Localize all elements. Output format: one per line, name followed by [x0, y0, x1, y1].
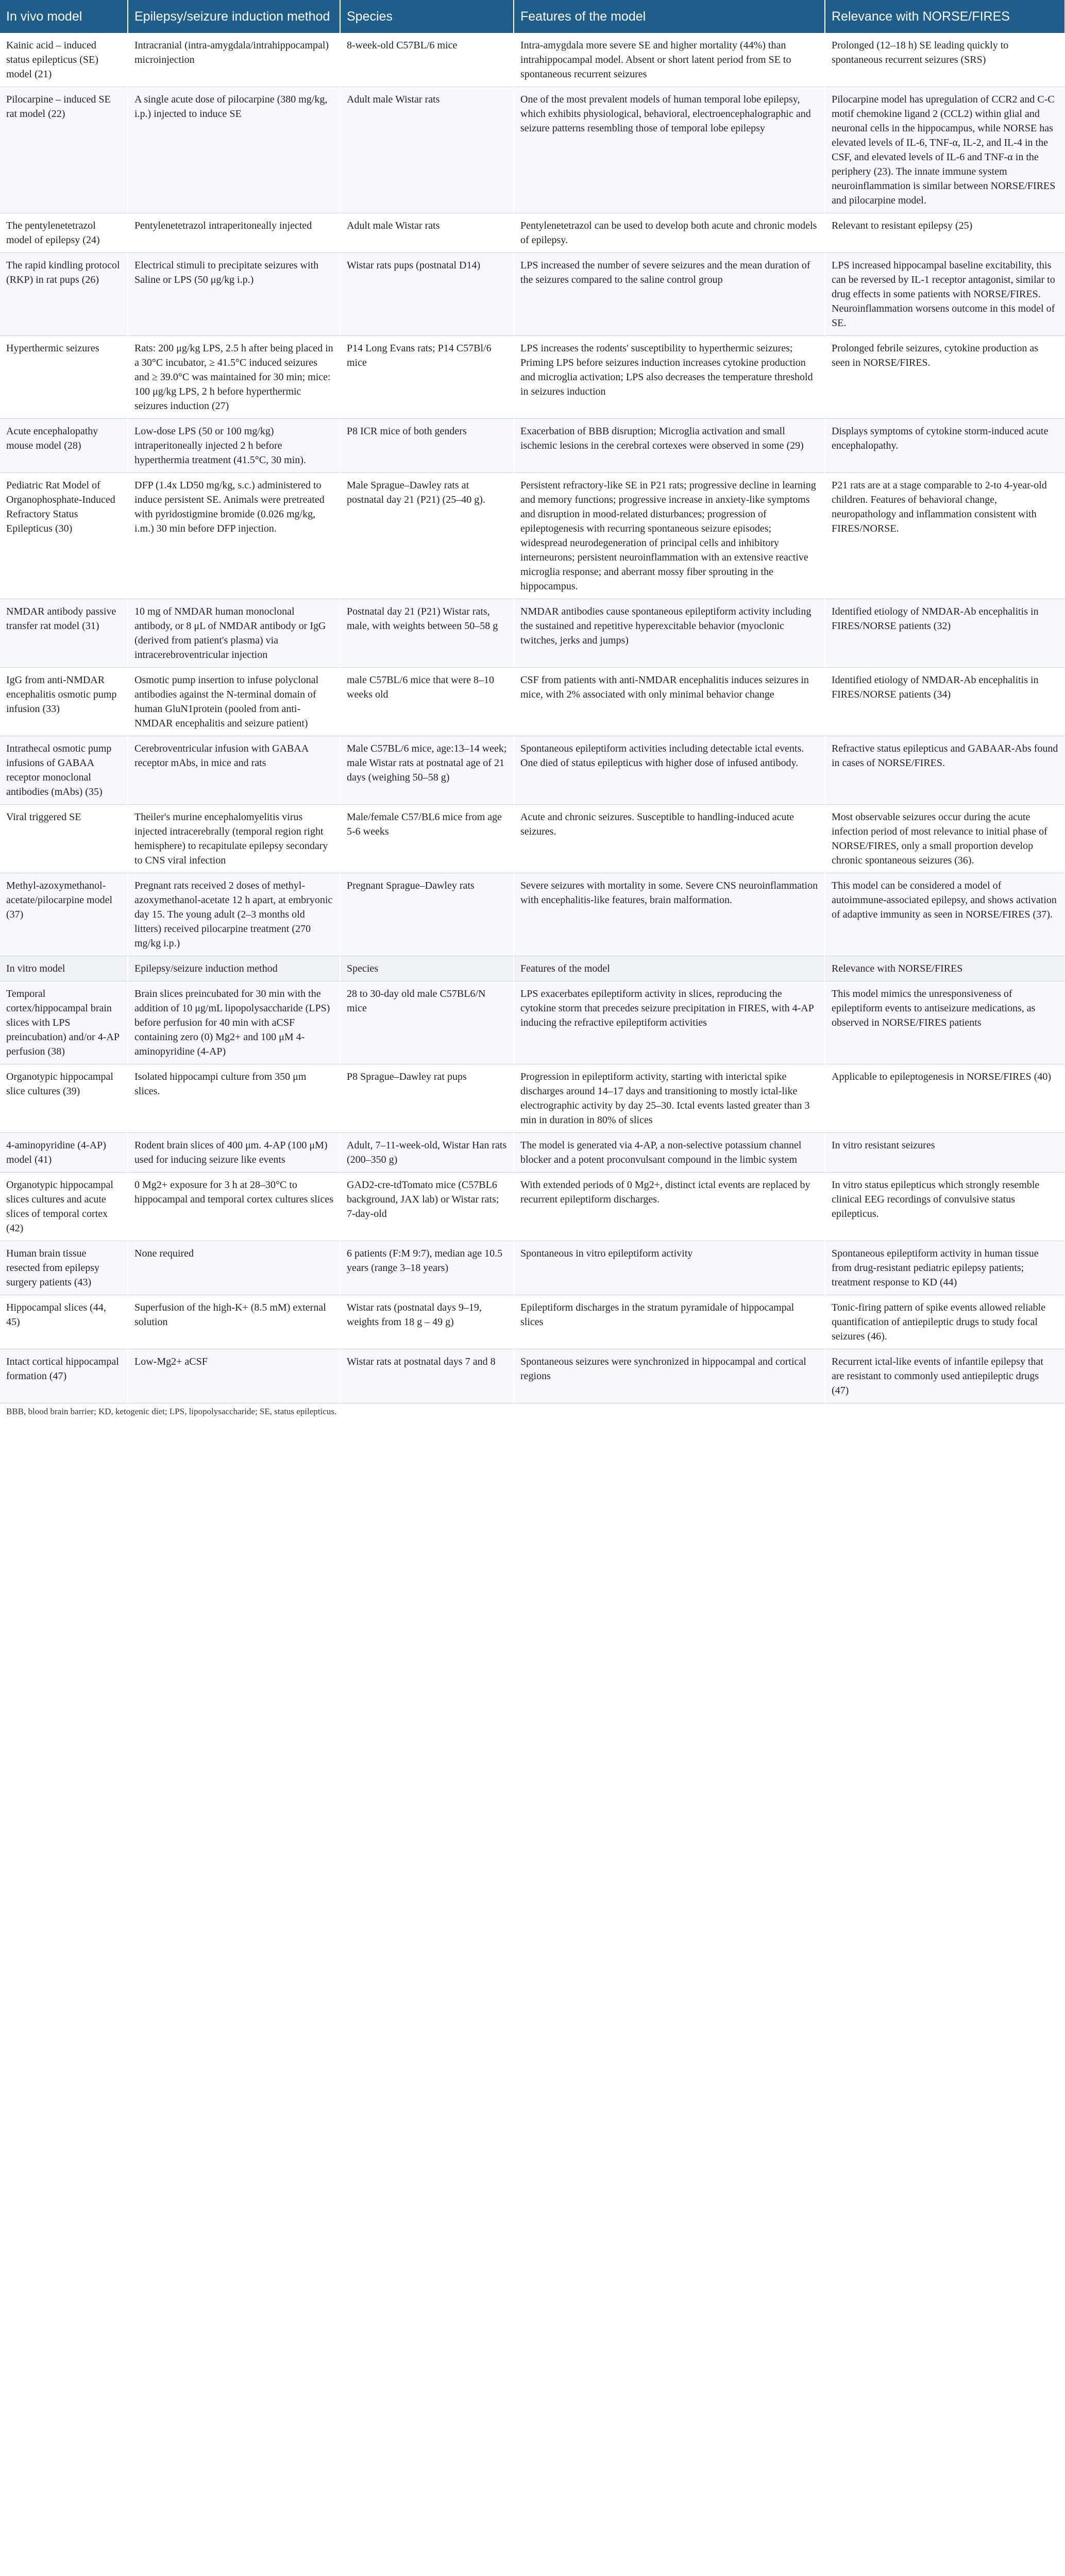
table-cell: 0 Mg2+ exposure for 3 h at 28–30°C to hippocampal and temporal cortex cultures slices [128, 1173, 340, 1241]
table-cell: NMDAR antibodies cause spontaneous epileptiform activity including the sustained and repetitive hyperexcitable behavior (myoclonic twitches, jerks and jumps) [514, 599, 825, 668]
table-row [0, 599, 1065, 668]
table-cell: Osmotic pump insertion to infuse polyclonal antibodies against the N-terminal domain of human GluN1protein (pooled from anti-NMDAR encephalitis and seizure patient) [128, 668, 340, 736]
table-row [0, 33, 1065, 87]
table-cell: NMDAR antibody passive transfer rat model (31) [0, 599, 128, 668]
column-header: In vivo model [0, 0, 128, 33]
table-cell: None required [128, 1241, 340, 1295]
table-cell: LPS increased the number of severe seizures and the mean duration of the seizures compared to the saline control group [514, 253, 825, 336]
table-cell: Intra-amygdala more severe SE and higher mortality (44%) than intrahippocampal model. Absent or short latent period from SE to spontaneous recurrent seizures [514, 33, 825, 87]
table-cell: CSF from patients with anti-NMDAR encephalitis induces seizures in mice, with 2% associated with only minimal behavior change [514, 668, 825, 736]
subheader-cell: In vitro model [0, 956, 128, 981]
table-cell: Hippocampal slices (44, 45) [0, 1295, 128, 1349]
table-cell: Organotypic hippocampal slices cultures and acute slices of temporal cortex (42) [0, 1173, 128, 1241]
table-cell: Temporal cortex/hippocampal brain slices with LPS preincubation) and/or 4-AP perfusion (38) [0, 981, 128, 1064]
table-row [0, 981, 1065, 1064]
table-cell: Pilocarpine model has upregulation of CCR2 and C-C motif chemokine ligand 2 (CCL2) within glial and neuronal cells in the hippocampus, while NORSE has elevated levels of IL-6, TNF-α, IL-2, and IL-4 in the CSF, and elevated levels of IL-6 and TNF-α in the periphery (23). The innate immune system neuroinflammation is similar between NORSE/FIRES and pilocarpine model. [825, 87, 1065, 213]
table-row [0, 1349, 1065, 1403]
table-cell: One of the most prevalent models of human temporal lobe epilepsy, which exhibits physiological, behavioral, electroencephalographic and seizure patterns resembling those of temporal lobe epilepsy [514, 87, 825, 213]
table-cell: Isolated hippocampi culture from 350 μm slices. [128, 1064, 340, 1133]
table-cell: Brain slices preincubated for 30 min with the addition of 10 μg/mL lipopolysaccharide (LPS) before perfusion for 40 min with aCSF containing zero (0) Mg2+ and 100 μM 4-aminopyridine (4-AP) [128, 981, 340, 1064]
table-cell: Wistar rats pups (postnatal D14) [340, 253, 514, 336]
table-row [0, 805, 1065, 873]
table-cell: Male/female C57/BL6 mice from age 5-6 weeks [340, 805, 514, 873]
table-cell: Organotypic hippocampal slice cultures (39) [0, 1064, 128, 1133]
table-cell: Spontaneous epileptiform activities including detectable ictal events. One died of status epilepticus with higher dose of infused antibody. [514, 736, 825, 805]
table-cell: Pentylenetetrazol can be used to develop both acute and chronic models of epilepsy. [514, 213, 825, 253]
subheader-cell: Species [340, 956, 514, 981]
table-cell: Pregnant rats received 2 doses of methyl-azoxymethanol-acetate 12 h apart, at embryonic day 15. The young adult (2–3 months old litters) received pilocarpine treatment (270 mg/kg i.p.) [128, 873, 340, 956]
table-footnote: BBB, blood brain barrier; KD, ketogenic diet; LPS, lipopolysaccharide; SE, status epilepticus. [6, 1406, 337, 1416]
table-row [0, 473, 1065, 599]
subheader-cell: Relevance with NORSE/FIRES [825, 956, 1065, 981]
table-cell: Pilocarpine – induced SE rat model (22) [0, 87, 128, 213]
table-cell: Acute and chronic seizures. Susceptible to handling-induced acute seizures. [514, 805, 825, 873]
table-cell: male C57BL/6 mice that were 8–10 weeks old [340, 668, 514, 736]
table-cell: Progression in epileptiform activity, starting with interictal spike discharges around 14–17 days and transitioning to mostly ictal-like electrographic activity by day 25–30. Ictal events lasted greater than 3 min in duration in 80% of slices [514, 1064, 825, 1133]
table-cell: This model can be considered a model of autoimmune-associated epilepsy, and shows activation of adaptive immunity as seen in NORSE/FIRES (37). [825, 873, 1065, 956]
table-cell: Superfusion of the high-K+ (8.5 mM) external solution [128, 1295, 340, 1349]
table-cell: Viral triggered SE [0, 805, 128, 873]
table-row [0, 873, 1065, 956]
table-cell: 8-week-old C57BL/6 mice [340, 33, 514, 87]
table-cell: This model mimics the unresponsiveness of epileptiform events to antiseizure medications, as observed in NORSE/FIRES patients [825, 981, 1065, 1064]
subheader-cell: Features of the model [514, 956, 825, 981]
in-vitro-subheader-row [0, 956, 1065, 981]
table-cell: LPS increased hippocampal baseline excitability, this can be reversed by IL-1 receptor antagonist, similar to drug effects in some patients with NORSE/FIRES. Neuroinflammation worsens outcome in this model of SE. [825, 253, 1065, 336]
table-cell: Rodent brain slices of 400 μm. 4-AP (100 μM) used for inducing seizure like events [128, 1133, 340, 1173]
table-cell: Relevant to resistant epilepsy (25) [825, 213, 1065, 253]
table-row [0, 253, 1065, 336]
table-cell: 10 mg of NMDAR human monoclonal antibody, or 8 μL of NMDAR antibody or IgG (derived from patient's plasma) via intracerebroventricular injection [128, 599, 340, 668]
table-cell: Pregnant Sprague–Dawley rats [340, 873, 514, 956]
table-cell: Prolonged (12–18 h) SE leading quickly to spontaneous recurrent seizures (SRS) [825, 33, 1065, 87]
table-cell: Intact cortical hippocampal formation (47) [0, 1349, 128, 1403]
table-cell: Male Sprague–Dawley rats at postnatal day 21 (P21) (25–40 g). [340, 473, 514, 599]
table-row [0, 1241, 1065, 1295]
table-cell: Intrathecal osmotic pump infusions of GABAA receptor monoclonal antibodies (mAbs) (35) [0, 736, 128, 805]
table-cell: Wistar rats (postnatal days 9–19, weights from 18 g – 49 g) [340, 1295, 514, 1349]
table-cell: Theiler's murine encephalomyelitis virus injected intracerebrally (temporal region right hemisphere) to recapitulate epilepsy secondary to CNS viral infection [128, 805, 340, 873]
table-cell: LPS increases the rodents' susceptibility to hyperthermic seizures; Priming LPS before seizures induction increases cytokine production and microglia activation; LPS also decreases the temperature threshold in seizures induction [514, 336, 825, 419]
table-cell: Adult male Wistar rats [340, 213, 514, 253]
table-cell: Refractive status epilepticus and GABAAR-Abs found in cases of NORSE/FIRES. [825, 736, 1065, 805]
table-cell: Low-Mg2+ aCSF [128, 1349, 340, 1403]
table-cell: Intracranial (intra-amygdala/intrahippocampal) microinjection [128, 33, 340, 87]
column-header: Features of the model [514, 0, 825, 33]
table-cell: With extended periods of 0 Mg2+, distinct ictal events are replaced by recurrent epileptiform discharges. [514, 1173, 825, 1241]
header-row [0, 0, 1065, 33]
table-cell: Postnatal day 21 (P21) Wistar rats, male, with weights between 50–58 g [340, 599, 514, 668]
table-cell: In vitro status epilepticus which strongly resemble clinical EEG recordings of convulsive status epilepticus. [825, 1173, 1065, 1241]
table-cell: Persistent refractory-like SE in P21 rats; progressive decline in learning and memory functions; progressive increase in anxiety-like symptoms and disruption in mood-related disturbances; progression of epileptogenesis with recurring spontaneous seizure episodes; widespread neurodegeneration of principal cells and inhibitory interneurons; persistent neuroinflammation with an extensive reactive microglia response; and aberrant mossy fiber sprouting in the hippocampus. [514, 473, 825, 599]
table-cell: Displays symptoms of cytokine storm-induced acute encephalopathy. [825, 419, 1065, 473]
table-cell: Methyl-azoxymethanol-acetate/pilocarpine model (37) [0, 873, 128, 956]
table-cell: Adult, 7–11-week-old, Wistar Han rats (200–350 g) [340, 1133, 514, 1173]
subheader-cell: Epilepsy/seizure induction method [128, 956, 340, 981]
table-cell: Human brain tissue resected from epilepsy surgery patients (43) [0, 1241, 128, 1295]
column-header: Species [340, 0, 514, 33]
table-cell: P21 rats are at a stage comparable to 2-to 4-year-old children. Features of behavioral change, neuropathology and inflammation consistent with FIRES/NORSE. [825, 473, 1065, 599]
table-cell: The pentylenetetrazol model of epilepsy (24) [0, 213, 128, 253]
column-header: Epilepsy/seizure induction method [128, 0, 340, 33]
table-cell: IgG from anti-NMDAR encephalitis osmotic pump infusion (33) [0, 668, 128, 736]
table-cell: 4-aminopyridine (4-AP) model (41) [0, 1133, 128, 1173]
table-cell: Spontaneous seizures were synchronized in hippocampal and cortical regions [514, 1349, 825, 1403]
table-cell: P8 ICR mice of both genders [340, 419, 514, 473]
table-cell: Pediatric Rat Model of Organophosphate-Induced Refractory Status Epilepticus (30) [0, 473, 128, 599]
table-cell: Wistar rats at postnatal days 7 and 8 [340, 1349, 514, 1403]
table-cell: In vitro resistant seizures [825, 1133, 1065, 1173]
table-cell: Kainic acid – induced status epilepticus (SE) model (21) [0, 33, 128, 87]
table-cell: Spontaneous in vitro epileptiform activity [514, 1241, 825, 1295]
table-cell: The rapid kindling protocol (RKP) in rat pups (26) [0, 253, 128, 336]
table-cell: Recurrent ictal-like events of infantile epilepsy that are resistant to commonly used antiepileptic drugs (47) [825, 1349, 1065, 1403]
table-cell: Low-dose LPS (50 or 100 mg/kg) intraperitoneally injected 2 h before hyperthermia treatment (41.5°C, 30 min). [128, 419, 340, 473]
table-cell: Severe seizures with mortality in some. Severe CNS neuroinflammation with encephalitis-like features, brain malformation. [514, 873, 825, 956]
table-row [0, 736, 1065, 805]
column-header: Relevance with NORSE/FIRES [825, 0, 1065, 33]
table-cell: Spontaneous epileptiform activity in human tissue from drug-resistant pediatric epilepsy patients; treatment response to KD (44) [825, 1241, 1065, 1295]
table-cell: The model is generated via 4-AP, a non-selective potassium channel blocker and a potent proconvulsant compound in the limbic system [514, 1133, 825, 1173]
table-cell: Hyperthermic seizures [0, 336, 128, 419]
table-cell: Prolonged febrile seizures, cytokine production as seen in NORSE/FIRES. [825, 336, 1065, 419]
table-cell: Pentylenetetrazol intraperitoneally injected [128, 213, 340, 253]
table-cell: Acute encephalopathy mouse model (28) [0, 419, 128, 473]
table-cell: Most observable seizures occur during the acute infection period of most relevance to initial phase of NORSE/FIRES, only a small proportion develop chronic spontaneous seizures (36). [825, 805, 1065, 873]
table-cell: Applicable to epileptogenesis in NORSE/FIRES (40) [825, 1064, 1065, 1133]
table-cell: P14 Long Evans rats; P14 C57Bl/6 mice [340, 336, 514, 419]
table-row [0, 668, 1065, 736]
table-row [0, 213, 1065, 253]
table-row [0, 1173, 1065, 1241]
table-cell: LPS exacerbates epileptiform activity in slices, reproducing the cytokine storm that precedes seizure precipitation in FIRES, with 4-AP inducing the refractive epileptiform activities [514, 981, 825, 1064]
table-cell: Adult male Wistar rats [340, 87, 514, 213]
table-row [0, 336, 1065, 419]
table-cell: 28 to 30-day old male C57BL6/N mice [340, 981, 514, 1064]
table-cell: Identified etiology of NMDAR-Ab encephalitis in FIRES/NORSE patients (34) [825, 668, 1065, 736]
table-cell: DFP (1.4x LD50 mg/kg, s.c.) administered to induce persistent SE. Animals were pretreated with pyridostigmine bromide (0.026 mg/kg, i.m.) 30 min before DFP injection. [128, 473, 340, 599]
table-cell: Tonic-firing pattern of spike events allowed reliable quantification of antiepileptic drugs to study focal seizures (46). [825, 1295, 1065, 1349]
table-row [0, 419, 1065, 473]
table-row [0, 1133, 1065, 1173]
table-row [0, 87, 1065, 213]
table-cell: A single acute dose of pilocarpine (380 mg/kg, i.p.) injected to induce SE [128, 87, 340, 213]
table-cell: Electrical stimuli to precipitate seizures with Saline or LPS (50 μg/kg i.p.) [128, 253, 340, 336]
table-cell: Cerebroventricular infusion with GABAA receptor mAbs, in mice and rats [128, 736, 340, 805]
table-cell: Identified etiology of NMDAR-Ab encephalitis in FIRES/NORSE patients (32) [825, 599, 1065, 668]
table-cell: Rats: 200 μg/kg LPS, 2.5 h after being placed in a 30°C incubator, ≥ 41.5°C induced seizures and ≥ 39.0°C was maintained for 30 min; mice: 100 μg/kg LPS, 2 h before hyperthermic seizures induction (27) [128, 336, 340, 419]
table-cell: Male C57BL/6 mice, age:13–14 week; male Wistar rats at postnatal age of 21 days (weighing 50–58 g) [340, 736, 514, 805]
table-cell: Epileptiform discharges in the stratum pyramidale of hippocampal slices [514, 1295, 825, 1349]
table-row [0, 1064, 1065, 1133]
table-cell: Exacerbation of BBB disruption; Microglia activation and small ischemic lesions in the cerebral cortexes were observed in some (29) [514, 419, 825, 473]
table-row [0, 1295, 1065, 1349]
table-cell: 6 patients (F:M 9:7), median age 10.5 years (range 3–18 years) [340, 1241, 514, 1295]
table-cell: P8 Sprague–Dawley rat pups [340, 1064, 514, 1133]
table-cell: GAD2-cre-tdTomato mice (C57BL6 background, JAX lab) or Wistar rats; 7-day-old [340, 1173, 514, 1241]
